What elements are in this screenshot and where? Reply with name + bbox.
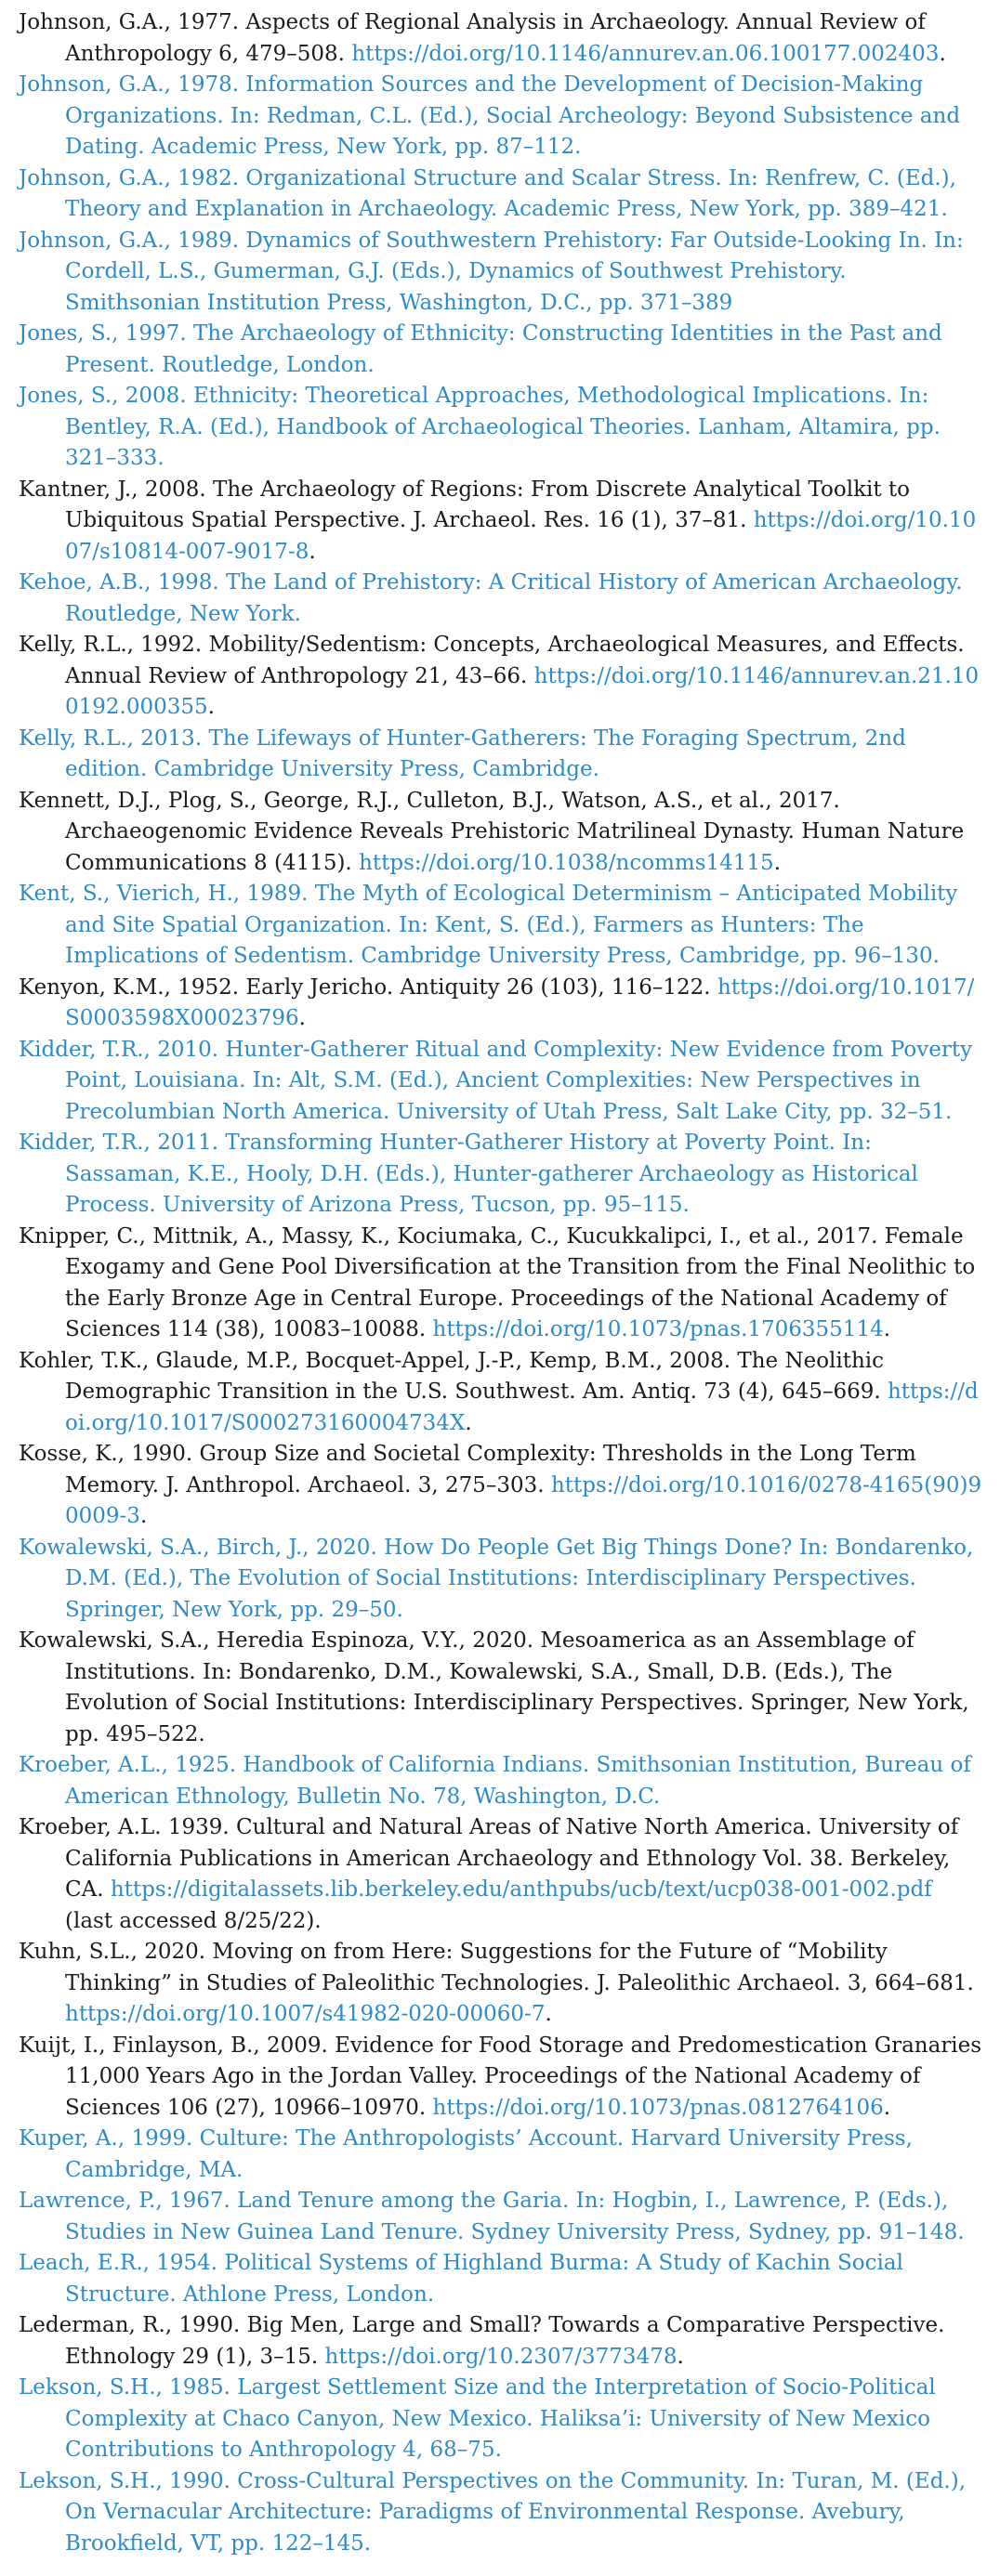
reference-suffix: . (883, 1317, 891, 1341)
reference-entry[interactable] (19, 226, 985, 320)
doi-link[interactable]: https://doi.org/10.1073/pnas.1706355114 (432, 1317, 884, 1341)
reference-text: Lekson, S.H., 1985. Largest Settlement Size and the Interpretation of Socio-Political Complexity at Chaco Canyon, New Mexico. Haliksa’i: University of New Mexico Contributions to Anthropology 4, 68–75 (19, 2375, 936, 2462)
doi-link[interactable]: https://doi.org/10.1017/S000273160004734X (65, 1380, 979, 1435)
reference-text: Kuper, A., 1999. Culture: The Anthropologists’ Account. Harvard University Press, Cambridge, MA (19, 2126, 913, 2182)
reference-suffix: . (939, 41, 946, 66)
doi-link[interactable]: https://doi.org/10.1073/pnas.0812764106 (432, 2095, 884, 2120)
doi-link[interactable]: https://digitalassets.lib.berkeley.edu/anthpubs/ucb/text/ucp038-001-002.pdf (110, 1877, 932, 1902)
reference-text: Lekson, S.H., 1990. Cross-Cultural Perspectives on the Community. In: Turan, M. (Ed.), On Vernacular Architecture: Paradigms of Environmental Response. Avebury, Brookfield, VT, pp. 122–145 (19, 2468, 967, 2556)
reference-text: Kelly, R.L., 1992. Mobility/Sedentism: Concepts, Archaeological Measures, and Effects. Annual Review of Anthropology 21, 43–66. (19, 633, 965, 688)
doi-link[interactable]: https://doi.org/10.1146/annurev.an.06.100177.002403 (351, 41, 940, 66)
reference-suffix: . (773, 850, 781, 875)
reference-entry (19, 7, 985, 70)
reference-text: Kent, S., Vierich, H., 1989. The Myth of Ecological Determinism – Anticipated Mobility and Site Spatial Organization. In: Kent, S. (Ed.), Farmers as Hunters: The Implications of Sedentism. Cambridge University Press, Cambridge, pp. 96–130 (19, 882, 958, 968)
reference-suffix: . (396, 1597, 403, 1622)
reference-entry (19, 786, 985, 880)
reference-suffix: . (427, 2282, 435, 2307)
reference-entry (19, 973, 985, 1035)
reference-text: Knipper, C., Mittnik, A., Massy, K., Kociumaka, C., Kucukkalipci, I., et al., 2017. Female Exogamy and Gene Pool Diversification at the Transition from the Final Neolithic to the Early Bronze Age in Central Europe. Proceedings of the National Academy of Sciences 114 (38), 10083–10088. (19, 1223, 976, 1341)
reference-entry[interactable] (19, 2373, 985, 2466)
reference-text: Kenyon, K.M., 1952. Early Jericho. Antiquity 26 (103), 116–122. (19, 974, 717, 1000)
reference-suffix: . (677, 2344, 684, 2369)
reference-suffix: . (465, 1410, 472, 1435)
reference-suffix: . (494, 2438, 502, 2462)
reference-entry (19, 1439, 985, 1533)
reference-suffix: . (957, 2219, 965, 2244)
reference-text: Kroeber, A.L. 1939. Cultural and Natural Areas of Native North America. University of California Publications in American Archaeology and Ethnology Vol. 38. Berkeley, CA. (19, 1815, 959, 1902)
reference-entry (19, 1937, 985, 2031)
reference-entry (19, 1812, 985, 1937)
reference-text: Kohler, T.K., Glaude, M.P., Bocquet-Appel, J.-P., Kemp, B.M., 2008. The Neolithic Demographic Transition in the U.S. Southwest. Am. Antiq. 73 (4), 645–669. (19, 1348, 888, 1404)
reference-entry (19, 2310, 985, 2373)
reference-suffix: . (592, 757, 599, 781)
reference-entry (19, 1222, 985, 1346)
reference-entry[interactable] (19, 2466, 985, 2560)
reference-suffix: . (157, 446, 164, 470)
reference-text: Johnson, G.A., 1977. Aspects of Regional Analysis in Archaeology. Annual Review of Anthropology 6, 479–508. (19, 10, 926, 66)
reference-entry[interactable] (19, 879, 985, 973)
reference-suffix: . (309, 539, 316, 564)
reference-text: Jones, S., 1997. The Archaeology of Ethnicity: Constructing Identities in the Past and Present. Routledge, London (19, 321, 942, 377)
reference-text: Kehoe, A.B., 1998. The Land of Prehistory: A Critical History of American Archaeology. Routledge, New York (19, 570, 963, 626)
reference-suffix: . (574, 135, 582, 159)
doi-link[interactable]: https://doi.org/10.2307/3773478 (324, 2344, 678, 2369)
reference-suffix: . (363, 2530, 372, 2556)
reference-entry[interactable] (19, 381, 985, 475)
reference-text: Kowalewski, S.A., Birch, J., 2020. How Do People Get Big Things Done? In: Bondarenko, D.M. (Ed.), The Evolution of Social Institutions: Interdisciplinary Perspectives. Springer, New York, pp. 29–50 (19, 1535, 974, 1622)
reference-entry[interactable] (19, 2124, 985, 2186)
doi-link[interactable]: https://doi.org/10.1038/ncomms14115 (359, 850, 774, 875)
reference-suffix: . (294, 601, 301, 626)
reference-text: Kidder, T.R., 2010. Hunter-Gatherer Ritual and Complexity: New Evidence from Poverty Point, Louisiana. In: Alt, S.M. (Ed.), Ancient Complexities: New Perspectives in Precolumbian North America. University of Utah Press, Salt Lake City, pp. 32–51 (19, 1037, 973, 1124)
reference-entry[interactable] (19, 724, 985, 786)
reference-entry (19, 1626, 985, 1750)
reference-suffix: (last accessed 8/25/22). (65, 1908, 322, 1933)
reference-entry[interactable] (19, 2186, 985, 2248)
reference-text: Johnson, G.A., 1982. Organizational Structure and Scalar Stress. In: Renfrew, C. (Ed.), Theory and Explanation in Archaeology. Academic Press, New York, pp. 389–421 (19, 165, 956, 221)
reference-suffix: . (682, 1193, 690, 1217)
reference-text: Johnson, G.A., 1978. Information Sources and the Development of Decision-Making Organizations. In: Redman, C.L. (Ed.), Social Archeology: Beyond Subsistence and Dating. Academic Press, New York, pp. 87–112 (19, 72, 961, 159)
reference-entry[interactable] (19, 319, 985, 381)
reference-entry[interactable] (19, 163, 985, 226)
reference-text: Johnson, G.A., 1989. Dynamics of Southwestern Prehistory: Far Outside-Looking In. In: Cordell, L.S., Gumerman, G.J. (Eds.), Dynamics of Southwest Prehistory. Smithsonian Institution Press, Washington, D.C., pp. 371–389 (19, 228, 964, 315)
reference-text: Kelly, R.L., 2013. The Lifeways of Hunter-Gatherers: The Foraging Spectrum, 2nd edition. Cambridge University Press, Cambridge (19, 726, 906, 781)
reference-text: Kosse, K., 1990. Group Size and Societal Complexity: Thresholds in the Long Term Memory. J. Anthropol. Archaeol. 3, 275–303. (19, 1442, 916, 1497)
reference-entry[interactable] (19, 1128, 985, 1222)
reference-entry[interactable] (19, 2248, 985, 2310)
reference-text: Kennett, D.J., Plog, S., George, R.J., Culleton, B.J., Watson, A.S., et al., 2017. Archaeogenomic Evidence Reveals Prehistoric Matrilineal Dynasty. Human Nature Communications 8 (4115). (19, 788, 965, 875)
doi-link[interactable]: https://doi.org/10.1146/annurev.an.21.100192.000355 (65, 663, 980, 719)
doi-link[interactable]: https://doi.org/10.1016/0278-4165(90)90009-3 (65, 1472, 982, 1528)
reference-suffix: . (367, 352, 375, 377)
doi-link[interactable]: https://doi.org/10.1007/s41982-020-00060-7 (65, 2002, 546, 2026)
reference-suffix: . (932, 944, 940, 968)
reference-suffix: . (139, 1504, 148, 1528)
reference-entry (19, 1346, 985, 1440)
reference-entry[interactable] (19, 70, 985, 163)
reference-text: Kantner, J., 2008. The Archaeology of Regions: From Discrete Analytical Toolkit to Ubiquitous Spatial Perspective. J. Archaeol. Res. 16 (1), 37–81. (19, 477, 911, 532)
reference-suffix: . (545, 2002, 552, 2026)
reference-text: Kroeber, A.L., 1925. Handbook of California Indians. Smithsonian Institution, Bureau of American Ethnology, Bulletin No. 78, Washington, D.C (19, 1753, 971, 1809)
reference-text: Kuijt, I., Finlayson, B., 2009. Evidence for Food Storage and Predomestication Granaries 11,000 Years Ago in the Jordan Valley. Proceedings of the National Academy of Sciences 106 (27), 10966–10970. (19, 2033, 982, 2120)
reference-text: Kowalewski, S.A., Heredia Espinoza, V.Y., 2020. Mesoamerica as an Assemblage of Institutions. In: Bondarenko, D.M., Kowalewski, S.A., Small, D.B. (Eds.), The Evolution of Social Institutions: Interdisciplinary Perspectives. Springer, New York, pp. 495–522. (19, 1628, 969, 1746)
reference-entry (19, 475, 985, 569)
reference-entry[interactable] (19, 1533, 985, 1627)
reference-entry (19, 630, 985, 724)
reference-suffix: . (653, 1784, 661, 1809)
reference-suffix: . (883, 2095, 891, 2120)
reference-suffix: . (945, 1099, 953, 1124)
reference-suffix: . (298, 1006, 306, 1030)
reference-text: Lawrence, P., 1967. Land Tenure among the Garia. In: Hogbin, I., Lawrence, P. (Eds.), Studies in New Guinea Land Tenure. Sydney University Press, Sydney, pp. 91–148 (19, 2189, 958, 2244)
reference-entry (19, 2031, 985, 2125)
reference-suffix: . (207, 695, 215, 719)
reference-entry[interactable] (19, 1035, 985, 1129)
reference-text: Leach, E.R., 1954. Political Systems of Highland Burma: A Study of Kachin Social Structure. Athlone Press, London (19, 2251, 903, 2307)
reference-entry[interactable] (19, 568, 985, 630)
doi-link[interactable]: https://doi.org/10.1017/S0003598X00023796 (65, 974, 975, 1030)
reference-text: Lederman, R., 1990. Big Men, Large and Small? Towards a Comparative Perspective. Ethnology 29 (1), 3–15. (19, 2313, 945, 2369)
reference-suffix: . (941, 197, 948, 221)
doi-link[interactable]: https://doi.org/10.1007/s10814-007-9017-8 (65, 508, 977, 564)
reference-text: Jones, S., 2008. Ethnicity: Theoretical Approaches, Methodological Implications. In: Bentley, R.A. (Ed.), Handbook of Archaeological Theories. Lanham, Altamira, pp. 321–333 (19, 384, 941, 470)
reference-text: Kidder, T.R., 2011. Transforming Hunter-Gatherer History at Poverty Point. In: Sassaman, K.E., Hooly, D.H. (Eds.), Hunter-gatherer Archaeology as Historical Process. University of Arizona Press, Tucson, pp. 95–115 (19, 1131, 918, 1217)
reference-text: Kuhn, S.L., 2020. Moving on from Here: Suggestions for the Future of “Mobility Thinking” in Studies of Paleolithic Technologies. J. Paleolithic Archaeol. 3, 664–681. (19, 1940, 974, 1995)
reference-entry[interactable] (19, 1750, 985, 1812)
reference-suffix: . (236, 2157, 243, 2182)
